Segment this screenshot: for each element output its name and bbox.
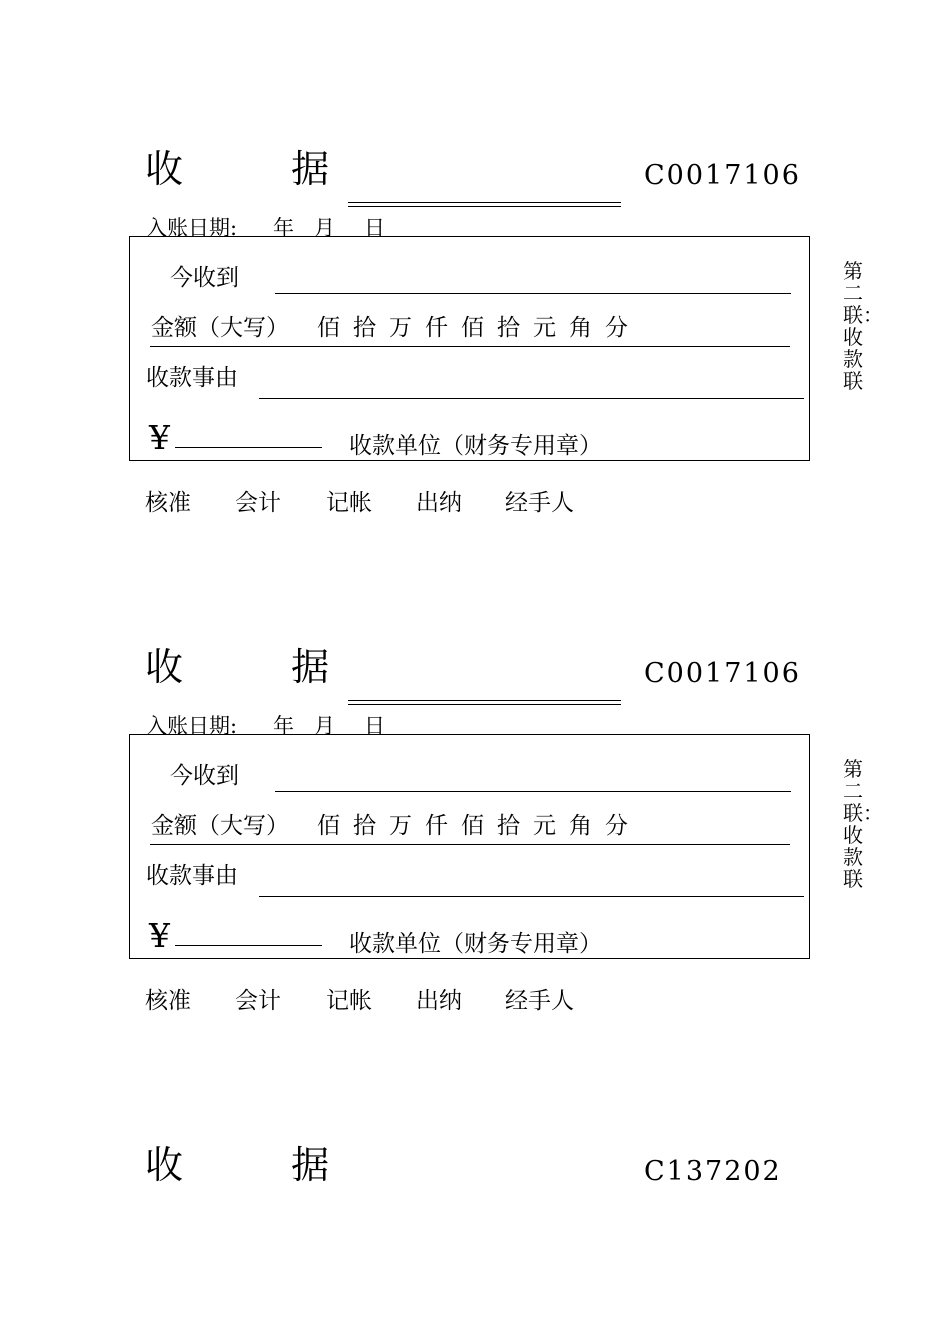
date-month-label: 月 [314, 216, 335, 240]
received-from-field[interactable] [275, 293, 791, 294]
yen-icon: ¥ [149, 916, 170, 955]
payment-reason-label: 收款事由 [146, 365, 238, 391]
date-day-label: 日 [364, 216, 385, 240]
title-double-underline [348, 700, 621, 705]
received-from-label: 今收到 [170, 763, 239, 789]
signature-accountant: 会计 [235, 490, 281, 516]
receipt-3-serial-number: C137202 [644, 1156, 782, 1187]
signature-bookkeeper: 记帐 [326, 988, 372, 1014]
signature-cashier: 出纳 [416, 988, 462, 1014]
receipt-title: 收 据 [145, 645, 378, 689]
received-from-field[interactable] [275, 791, 791, 792]
signature-bookkeeper: 记帐 [326, 490, 372, 516]
amount-field[interactable] [150, 346, 790, 347]
copy-side-label: 第二联：收款联 [843, 259, 883, 393]
payee-stamp-label: 收款单位（财务专用章） [349, 931, 602, 957]
signature-handler: 经手人 [505, 988, 574, 1014]
payment-reason-label: 收款事由 [146, 863, 238, 889]
received-from-label: 今收到 [170, 265, 239, 291]
payment-reason-field[interactable] [259, 896, 804, 897]
yen-icon: ¥ [149, 418, 170, 457]
receipt-serial-number: C0017106 [644, 658, 801, 689]
amount-figures-field[interactable] [175, 945, 322, 946]
date-year-label: 年 [273, 714, 294, 738]
amount-unit-labels: 佰拾万仟佰拾元角分 [317, 315, 641, 341]
signature-approve: 核准 [145, 988, 191, 1014]
date-year-label: 年 [273, 216, 294, 240]
title-double-underline [348, 202, 621, 207]
receipt-2 [0, 498, 950, 1014]
payee-stamp-label: 收款单位（财务专用章） [349, 433, 602, 459]
amount-field[interactable] [150, 844, 790, 845]
entry-date-label: 入账日期: [146, 714, 238, 738]
receipt-1 [0, 0, 950, 516]
copy-side-label: 第二联：收款联 [843, 757, 883, 891]
payment-reason-field[interactable] [259, 398, 804, 399]
receipt-serial-number: C0017106 [644, 160, 801, 191]
date-day-label: 日 [364, 714, 385, 738]
receipt-title: 收 据 [145, 147, 378, 191]
amount-in-words-label: 金额（大写） [151, 813, 289, 839]
amount-unit-labels: 佰拾万仟佰拾元角分 [317, 813, 641, 839]
date-month-label: 月 [314, 714, 335, 738]
entry-date-label: 入账日期: [146, 216, 238, 240]
amount-figures-field[interactable] [175, 447, 322, 448]
signature-cashier: 出纳 [416, 490, 462, 516]
amount-in-words-label: 金额（大写） [151, 315, 289, 341]
receipt-3-title: 收 据 [145, 1143, 378, 1187]
signature-approve: 核准 [145, 490, 191, 516]
signature-handler: 经手人 [505, 490, 574, 516]
signature-accountant: 会计 [235, 988, 281, 1014]
